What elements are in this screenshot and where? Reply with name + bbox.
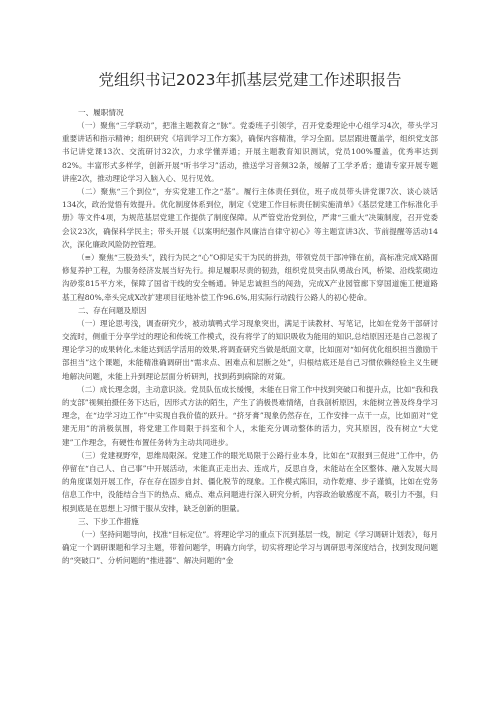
paragraph: （≡）聚焦“三股劲头”，践行为民之“心”O抑足实干为民的拼劲，带领党员干部冲锋在前，高标准完成X路面修复养护工程，为服务经济发展当好先行。抑足履职尽责的韧劲，组织党员突击队勇战台风，桥梁、沿线浆砌边沟砂浆815平方米，保障了国省干线的安全畅通。钟足忠诚担当的闯劲，完成X产业园管廊下穿国道施工便道路基工程80%,牵头完成X改扩建项目征地补偿工作96.6%,用实际行动践行公路人的初心使命。: [62, 253, 438, 302]
section-heading: 二、存在问题及原因: [78, 305, 147, 315]
section-next-steps: [62, 515, 438, 568]
section-heading: 一、履职情况: [78, 108, 124, 117]
paragraph: （一）理论思考浅，调查研究少，被动填鸭式学习现象突出，满足于读教材、写笔记，比如在党务干部研讨交流时，侧重于分享学过的理论和传统工作模式，没有将学了的知识吸收为能用的知识,总结原因还是自己忽视了理论学习的成果转化,未能达到活学活用的效果,将调查研究当做是纸面文章，比如面对“如何优化组织担当激励干部担当”这个课题，未能精准确调研出“需求点、困难点和层断之处”，归根结底还是自己习惯依赖经验主义生硬地解决问题，未能上升到理论层面分析研判，找到药到病除的对策。: [62, 318, 438, 381]
section-heading: 三、下步工作措施: [78, 516, 139, 526]
paragraph: （一）坚持问题导向，找准“目标定位”。将理论学习的重点下沉到基层一线，制定《学习调研计划表》，每月确定一个调研课题和学习主题，带着问题学，明确方向学，切实将理论学习与调研思考深度结合，找到发现问题的“突破口”、分析问题的“推进器”、解决问题的“金: [62, 529, 438, 566]
paragraph: （二）成长理念弱，主动意识淡。党员队伍成长缓慢，未能在日常工作中找到突破口和提升点，比如“我和我的支部”视频拍摄任务下达后，因形式方法的陌生，产生了消极畏难情绪，自我剖析原因，未能树立善及终身学习理念，在“边学习边工作”中实现自我价值的跃升。“挤牙膏”现象仍然存在，工作安排一点干一点，比如面对“党建无用”的消极氛围，将党建工作局限于抖室和个人，未能充分调动整体的活力，究其原因，没有树立“大党建”工作理念，有硬性布置任务转为主动共同进步。: [62, 384, 438, 447]
paragraph: （一）聚焦“三学联动”，把准主题教育之“脉”。党委班子引领学，召开党委理论中心组学习4次，带头学习重要讲话和指示精神；组织研究《培训学习工作方案》，确保内容精准，学习全面。层层跟进覆盖学，组织党支部书记讲党课13次、交流研讨32次，力求学懂弄通；开展主题教育知识测试，党员100%覆盖，优秀率达到82%。丰富形式多样学，创新开展“听书学习”活动，推送学习音频32条，缓解了工学矛盾；邀请专家开展专题讲座2次，推动理论学习入脑入心、见行见效。: [62, 121, 438, 183]
section-performance: [62, 106, 438, 304]
report-title: 党组织书记2023年抓基层党建工作述职报告: [98, 71, 402, 89]
section-problems: [62, 304, 438, 515]
paragraph: （二）聚焦“三个到位”，夯实党建工作之“基”。履行主体责任到位，班子成员带头讲党课7次、谈心谈话134次，政治觉悟有效提升。优化制度体系到位，制定《党建工作目标责任制实施清单》《基层党建工作标准化手册》等文件4项，为规范基层党建工作提供了制度保障。从严管党治党到位，严肃“三重大”决策制度，召开党委会议23次，确保科学民主；带头开展《以案明纪强作风廉洁自律守初心》等主题宣讲3次、节前提醒等活动14次，深化廉政风险防控管理。: [62, 187, 438, 249]
paragraph: （三）党建视野窄，思维局限深。党建工作的眼光局限于公路行业本身，比如在“双报到三促进”工作中，仍停留在“自己人、自己事”中开展活动，未能真正走出去、连成片，反思自身，未能站在全区整体、融入发展大局的角度谋划开展工作，存在存在固步自封、僵化脱节的现象。工作模式陈旧，动作乾瘪、步子谨慎，比如在党务信息工作中，没能结合当下的热点、痛点、难点问题进行深入研究分析，内容政治敏感度不高，吸引力不强，归根到底是在思想上习惯于服从安排，缺乏创新的胆量。: [62, 450, 438, 513]
